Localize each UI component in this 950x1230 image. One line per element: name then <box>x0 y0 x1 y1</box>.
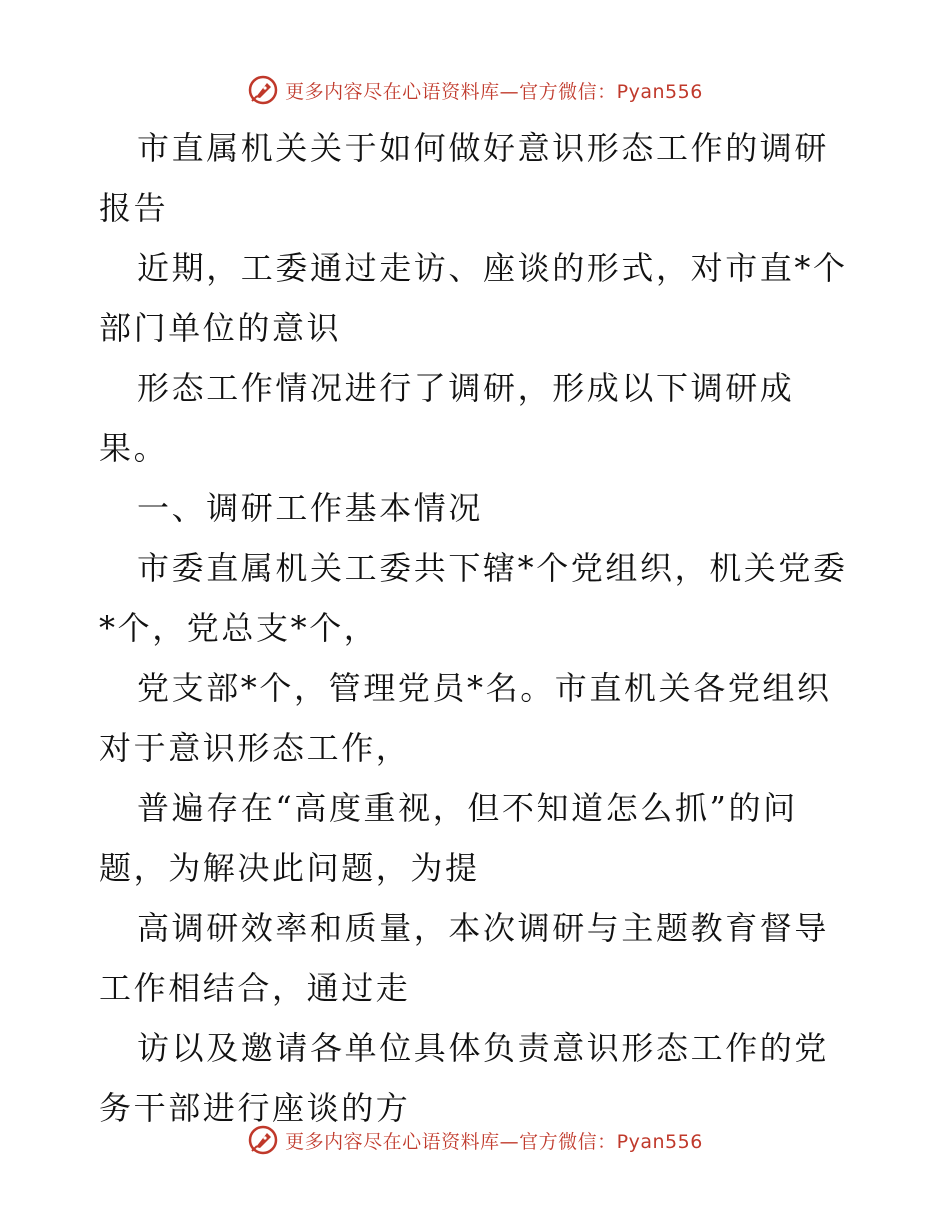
paragraph: 形态工作情况进行了调研，形成以下调研成果。 <box>99 369 795 467</box>
paragraph: 近期，工委通过走访、座谈的形式，对市直*个部门单位的意识 <box>99 249 848 347</box>
watermark-text: 更多内容尽在心语资料库—官方微信：Pyan556 <box>285 80 703 103</box>
footer-watermark <box>0 1120 950 1160</box>
document-body <box>99 118 859 1138</box>
pen-nib-circle-icon <box>247 1124 279 1156</box>
watermark-text: 更多内容尽在心语资料库—官方微信：Pyan556 <box>285 1130 703 1153</box>
paragraph: 高调研效率和质量，本次调研与主题教育督导工作相结合，通过走 <box>99 909 830 1007</box>
paragraph: 普遍存在“高度重视，但不知道怎么抓”的问题，为解决此问题，为提 <box>99 789 798 887</box>
section-heading: 一、调研工作基本情况 <box>137 489 484 527</box>
paragraph: 党支部*个，管理党员*名。市直机关各党组织对于意识形态工作， <box>99 669 832 767</box>
header-watermark <box>0 70 950 110</box>
paragraph: 市委直属机关工委共下辖*个党组织，机关党委*个，党总支*个， <box>99 549 848 647</box>
pen-nib-circle-icon <box>247 74 279 106</box>
document-title: 市直属机关关于如何做好意识形态工作的调研报告 <box>99 129 830 227</box>
paragraph: 访以及邀请各单位具体负责意识形态工作的党务干部进行座谈的方 <box>99 1029 830 1127</box>
